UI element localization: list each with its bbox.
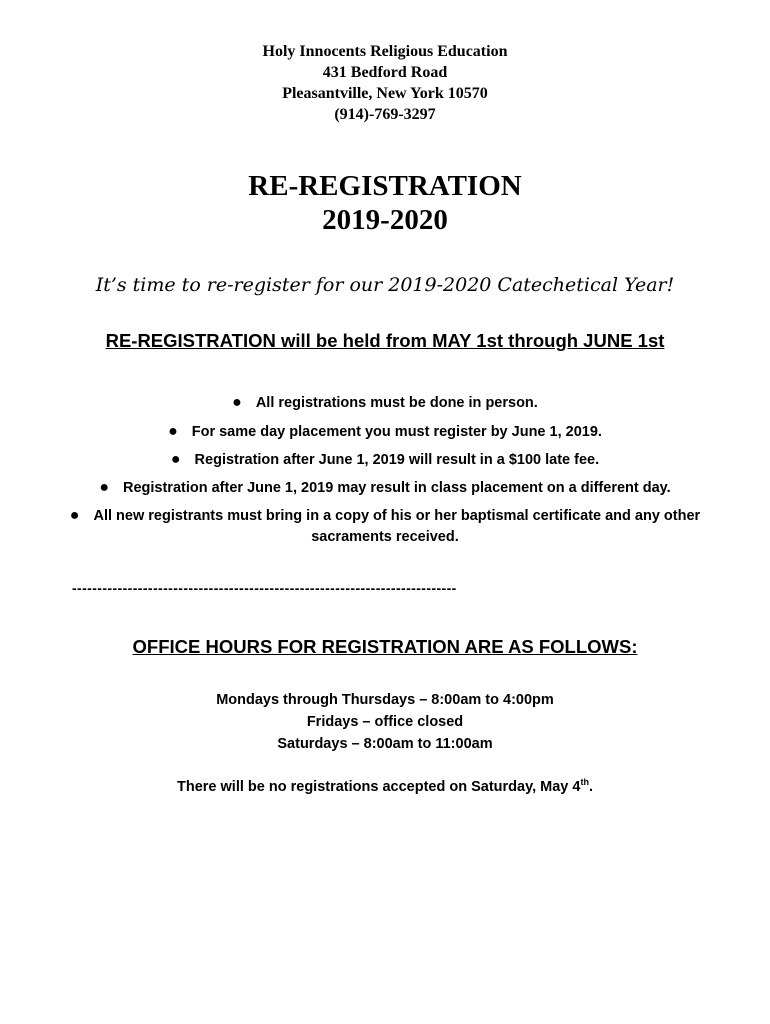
rule-continuation: sacraments received.: [311, 529, 459, 545]
bullet-icon: ●: [232, 394, 242, 411]
year-title: 2019-2020: [322, 204, 448, 236]
rule-item: [0, 477, 770, 499]
closure-note-suffix: th: [580, 777, 589, 787]
hours-fridays: Fridays – office closed: [306, 714, 464, 730]
office-hours-heading: OFFICE HOURS FOR REGISTRATION ARE AS FOLLOWS:: [132, 636, 638, 657]
rule-item: [0, 421, 770, 443]
bullet-icon: ●: [99, 479, 109, 496]
divider-line: ----------------------------------------------------------------------------: [72, 580, 457, 596]
rule-text: Registration after June 1, 2019 will result in a $100 late fee.: [194, 452, 600, 468]
closure-note-end: .: [588, 778, 593, 795]
rule-text: All registrations must be done in person.: [255, 395, 538, 411]
street-address: 431 Bedford Road: [322, 64, 448, 81]
rule-item: [0, 505, 770, 527]
title-block: [0, 169, 770, 237]
rule-text: All new registrants must bring in a copy of his or her baptismal certificate and any other: [93, 508, 701, 524]
tagline: It’s time to re-register for our 2019-2020 Catechetical Year!: [95, 274, 675, 296]
office-hours-list: [0, 689, 770, 755]
org-name: Holy Innocents Religious Education: [262, 43, 508, 60]
bullet-icon: ●: [168, 423, 178, 440]
rule-item: [0, 449, 770, 471]
closure-note-text: There will be no registrations accepted on Saturday, May 4: [177, 778, 581, 795]
city-state-zip: Pleasantville, New York 10570: [282, 85, 488, 102]
rule-text: Registration after June 1, 2019 may result in class placement on a different day.: [122, 480, 671, 496]
phone-number: (914)-769-3297: [334, 106, 436, 123]
closure-note: [0, 777, 770, 795]
page-title: RE-REGISTRATION: [248, 170, 522, 202]
address-block: [0, 41, 770, 125]
hours-saturdays: Saturdays – 8:00am to 11:00am: [277, 736, 493, 752]
bullet-icon: ●: [69, 507, 80, 524]
bullet-icon: ●: [170, 451, 181, 468]
registration-period: RE-REGISTRATION will be held from MAY 1st through JUNE 1st: [105, 330, 665, 351]
hours-weekdays: Mondays through Thursdays – 8:00am to 4:00pm: [216, 692, 554, 708]
rule-text: For same day placement you must register by June 1, 2019.: [191, 424, 602, 440]
rule-item: [0, 392, 770, 414]
